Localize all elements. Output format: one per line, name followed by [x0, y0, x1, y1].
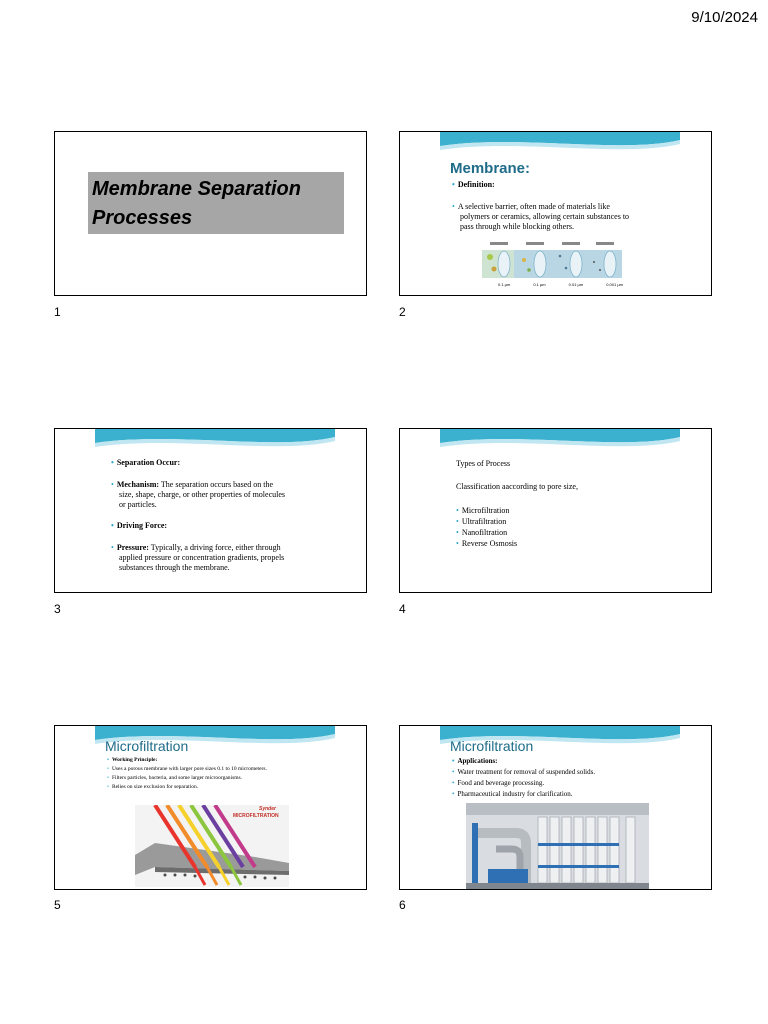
size-label-4: 0.001 µm — [606, 282, 623, 287]
slide-title-box — [88, 172, 344, 234]
pressure-line-1: Typically, a driving force, either through — [148, 543, 281, 552]
list-item: • Pharmaceutical industry for clarification. — [452, 790, 573, 798]
list-item-label: Uses a porous membrane with larger pore sizes 0.1 to 10 micrometers. — [111, 766, 267, 772]
mechanism-line-1: The separation occurs based on the — [159, 480, 274, 489]
types-of-process: Types of Process — [456, 459, 511, 468]
applications: • Applications: — [452, 757, 498, 765]
date-header: 9/10/2024 — [691, 9, 758, 26]
slide-2 — [399, 131, 712, 296]
image-label: MICROFILTRATION — [233, 813, 279, 819]
bullet-mechanism: • Mechanism: The separation occurs based on the size, shape, charge, or other properties of molecules or particles. — [111, 480, 286, 509]
membrane-diagram — [482, 242, 622, 296]
slide-3 — [54, 428, 367, 593]
list-item-label: Reverse Osmosis — [461, 539, 518, 548]
bullet-driving-force: • Driving Force: — [111, 521, 168, 530]
slide-number-2: 2 — [399, 305, 406, 319]
mechanism-line-3: or particles. — [119, 500, 157, 509]
list-item: • Water treatment for removal of suspended solids. — [452, 768, 596, 776]
title-line-2: Processes — [92, 207, 193, 229]
list-item: • Reverse Osmosis — [456, 539, 518, 548]
definition-text: • A selective barrier, often made of materials like polymers or ceramics, allowing certain substances to pass through while blocking others. — [452, 202, 630, 231]
pressure-line-2: applied pressure or concentration gradients, propels — [119, 553, 285, 562]
size-label-3: 0.01 µm — [568, 282, 584, 287]
list-item: • Ultrafiltration — [456, 517, 507, 526]
list-item: • Filters particles, bacteria, and some larger microorganisms. — [107, 775, 243, 781]
mechanism-line-2: size, shape, charge, or other properties of molecules — [119, 490, 286, 499]
title-line-1: Membrane Separation — [92, 178, 301, 200]
list-item-label: Water treatment for removal of suspended solids. — [457, 768, 596, 776]
list-item-label: Pharmaceutical industry for clarification. — [457, 790, 573, 798]
slide-heading: Microfiltration — [450, 738, 534, 754]
mechanism-label: Mechanism: — [116, 480, 160, 489]
wave-decoration — [440, 429, 680, 453]
definition-line-3: pass through while blocking others. — [460, 222, 574, 231]
slide-4-body — [456, 458, 706, 549]
process-list — [456, 505, 706, 549]
slide-5-body — [107, 756, 362, 792]
slide-number-3: 3 — [54, 602, 61, 616]
slide-number-1: 1 — [54, 305, 61, 319]
list-item-label: Filters particles, bacteria, and some larger microorganisms. — [111, 775, 243, 781]
classification-line: Classification aaccording to pore size, — [456, 482, 578, 491]
driving-force-label: Driving Force: — [116, 521, 168, 530]
list-item: • Relies on size exclusion for separation. — [107, 784, 199, 790]
slide-3-body — [111, 458, 361, 573]
size-label-2: 0.1 µm — [533, 282, 546, 287]
list-item: • Microfiltration — [456, 506, 510, 515]
slide-number-4: 4 — [399, 602, 406, 616]
definition-item: • Definition: — [452, 180, 495, 189]
list-item-label: Microfiltration — [461, 506, 510, 515]
list-item-label: Food and beverage processing. — [457, 779, 545, 787]
list-item: • Uses a porous membrane with larger pore sizes 0.1 to 10 micrometers. — [107, 766, 267, 772]
slide-6 — [399, 725, 712, 890]
slide-heading: Microfiltration — [105, 738, 189, 754]
size-label-1: 0.1 µm — [498, 282, 511, 287]
slide-6-body — [452, 756, 707, 800]
diagram-size-labels — [498, 282, 623, 287]
slide-number-5: 5 — [54, 898, 61, 912]
water-treatment-photo — [466, 803, 649, 889]
bullet-separation-label: Separation Occur: — [116, 458, 181, 467]
list-item-label: Relies on size exclusion for separation. — [111, 784, 199, 790]
bullet-pressure: • Pressure: Typically, a driving force, either through applied pressure or concentration gradients, propels substances through the membrane. — [111, 543, 285, 572]
list-item-label: Ultrafiltration — [461, 517, 507, 526]
bullet-separation: • Separation Occur: — [111, 458, 181, 467]
applications-label: Applications: — [457, 757, 498, 765]
wave-decoration — [95, 429, 335, 453]
definition-line-2: polymers or ceramics, allowing certain substances to — [460, 212, 630, 221]
working-principle: • Working Principle: — [107, 757, 158, 763]
image-brand: Synder — [259, 806, 276, 812]
slide-number-6: 6 — [399, 898, 406, 912]
list-item-label: Nanofiltration — [461, 528, 508, 537]
pressure-line-3: substances through the membrane. — [119, 563, 230, 572]
slide-1 — [54, 131, 367, 296]
slide-5 — [54, 725, 367, 890]
list-item: • Food and beverage processing. — [452, 779, 545, 787]
definition-label: Definition: — [457, 180, 495, 189]
slide-heading: Membrane: — [450, 160, 531, 177]
working-principle-label: Working Principle: — [111, 757, 158, 763]
slide-4 — [399, 428, 712, 593]
list-item: • Nanofiltration — [456, 528, 508, 537]
definition-line-1: A selective barrier, often made of materials like — [457, 202, 610, 211]
pressure-label: Pressure: — [116, 543, 149, 552]
wave-decoration — [440, 132, 680, 156]
